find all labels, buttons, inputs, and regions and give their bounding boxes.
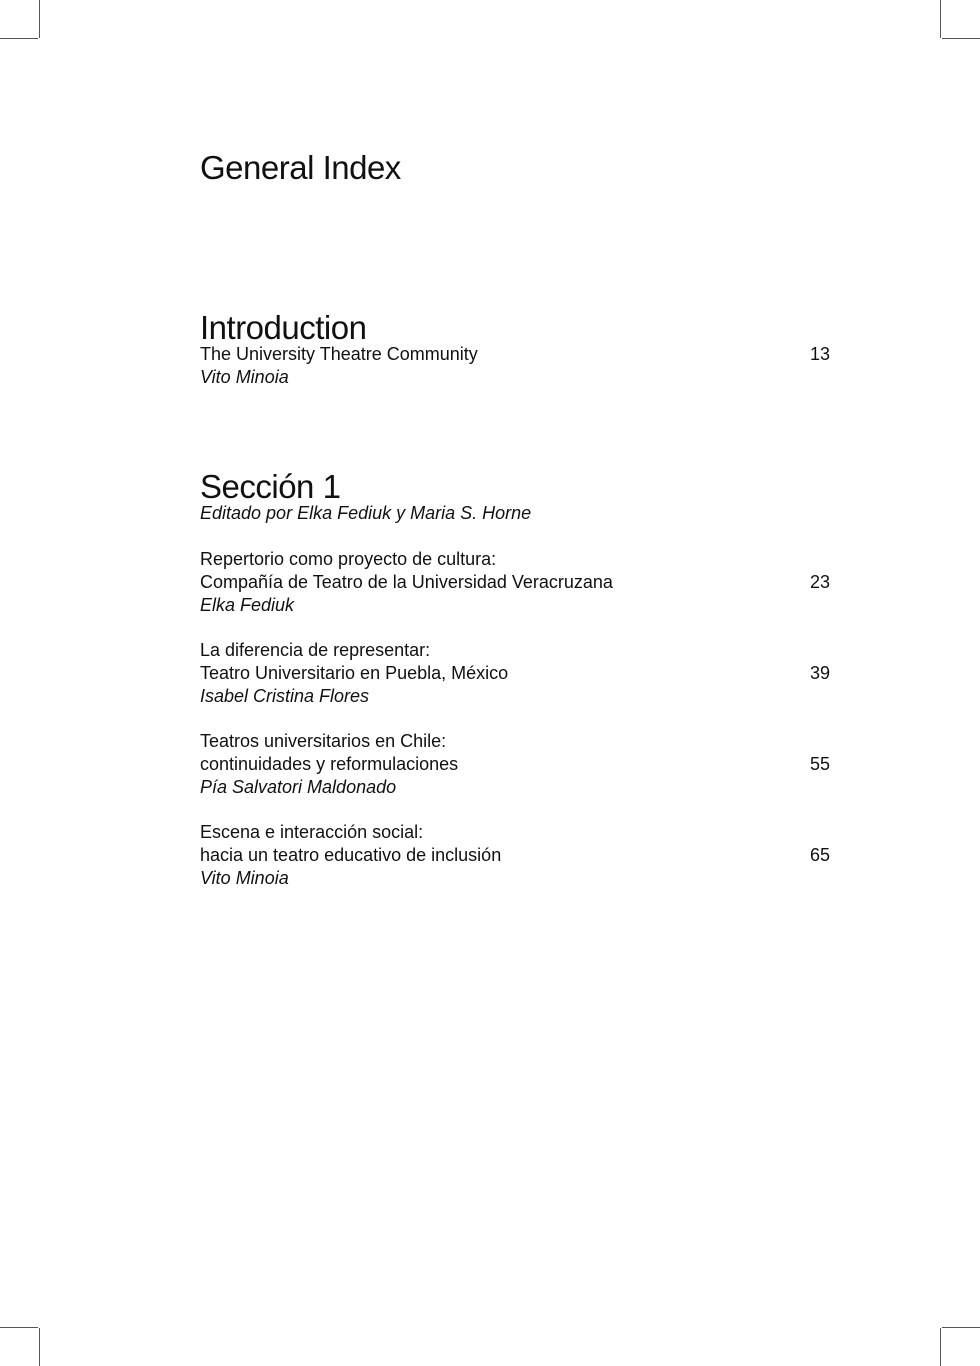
crop-mark-top-right-vertical [940,0,941,38]
page-title: General Index [200,149,401,186]
entry-title-line: hacia un teatro educativo de inclusión [200,845,502,865]
entry-title-line: Repertorio como proyecto de cultura: [200,549,497,569]
section-editor-line: Editado por Elka Fediuk y Maria S. Horne [200,503,532,523]
entry-page-number: 23 [809,572,830,592]
entry-title-line: Compañía de Teatro de la Universidad Veracruzana [200,572,613,592]
entry-page-number: 13 [809,344,830,364]
section-heading-seccion-1: Sección 1 [200,468,341,505]
entry-page-number: 55 [809,754,830,774]
entry-title-line: continuidades y reformulaciones [200,754,459,774]
entry-author: Vito Minoia [200,868,289,888]
toc-entry-repertorio[interactable] [200,548,830,617]
section-heading-introduction: Introduction [200,309,367,346]
toc-entry-diferencia[interactable] [200,639,830,708]
toc-entry-teatros-chile[interactable] [200,730,830,799]
entry-author: Elka Fediuk [200,595,295,615]
entry-title-line: Teatro Universitario en Puebla, México [200,663,509,683]
crop-mark-top-left-horizontal [0,38,38,39]
entry-author: Vito Minoia [200,367,289,387]
entry-title-line: La diferencia de representar: [200,640,431,660]
crop-mark-bottom-left-vertical [39,1328,40,1366]
crop-mark-bottom-left-horizontal [0,1327,38,1328]
entry-title-line: The University Theatre Community [200,344,478,364]
crop-mark-bottom-right-vertical [940,1328,941,1366]
entry-author: Isabel Cristina Flores [200,686,370,706]
crop-mark-top-left-vertical [39,0,40,38]
entry-author: Pía Salvatori Maldonado [200,777,397,797]
toc-entry-escena[interactable] [200,821,830,890]
crop-mark-top-right-horizontal [942,38,980,39]
crop-mark-bottom-right-horizontal [942,1327,980,1328]
entry-title-line: Escena e interacción social: [200,822,424,842]
toc-entry-introduction[interactable] [200,343,830,389]
entry-page-number: 65 [809,845,830,865]
entry-title-line: Teatros universitarios en Chile: [200,731,447,751]
entry-page-number: 39 [809,663,830,683]
